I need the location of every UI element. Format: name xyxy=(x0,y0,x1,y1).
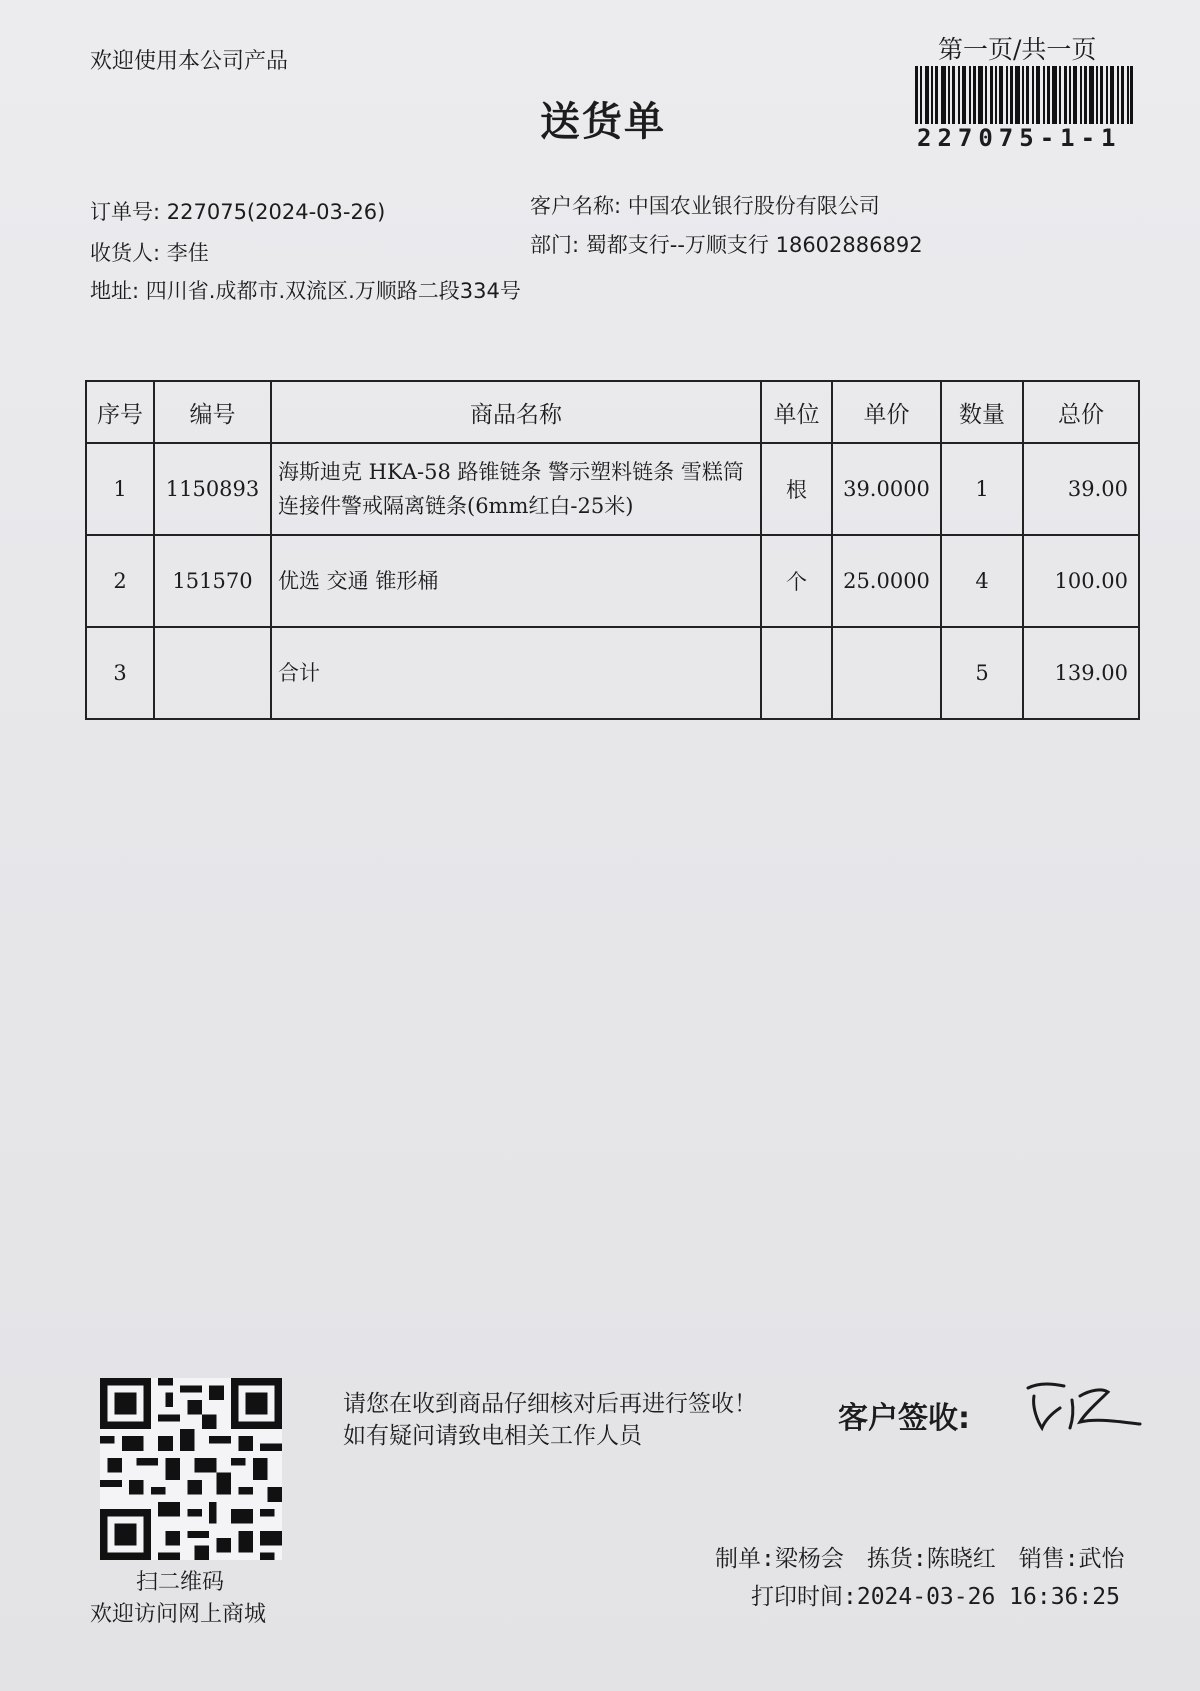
department-label: 部门: xyxy=(530,233,580,257)
cell-name: 优选 交通 锥形桶 xyxy=(271,535,761,627)
address-row xyxy=(90,275,521,305)
cell-seq: 3 xyxy=(86,627,154,719)
customer-value: 中国农业银行股份有限公司 xyxy=(627,194,880,218)
barcode-icon xyxy=(915,66,1133,124)
cell-code xyxy=(154,627,271,719)
cell-seq: 1 xyxy=(86,443,154,535)
cell-unit: 个 xyxy=(761,535,832,627)
print-time: 打印时间:2024-03-26 16:36:25 xyxy=(751,1584,1120,1610)
col-header-total: 总价 xyxy=(1023,381,1139,443)
staff-info: 制单:梁杨会 拣货:陈晓红 销售:武怡 xyxy=(715,1546,1125,1572)
department-value: 蜀都支行--万顺支行 18602886892 xyxy=(585,233,923,257)
cell-name: 海斯迪克 HKA-58 路锥链条 警示塑料链条 雪糕筒连接件警戒隔离链条(6mm红白-25米) xyxy=(271,443,761,535)
cell-price xyxy=(832,627,941,719)
department-row xyxy=(530,229,923,259)
customer-row xyxy=(530,190,880,220)
col-header-price: 单价 xyxy=(832,381,941,443)
cell-code: 151570 xyxy=(154,535,271,627)
customer-signature-label: 客户签收: xyxy=(838,1401,970,1436)
welcome-text: 欢迎使用本公司产品 xyxy=(90,49,289,74)
signature-icon xyxy=(1020,1378,1145,1438)
qr-code-icon[interactable] xyxy=(100,1378,282,1560)
col-header-code: 编号 xyxy=(154,381,271,443)
cell-total: 100.00 xyxy=(1023,535,1139,627)
cell-total: 39.00 xyxy=(1023,443,1139,535)
page-title: 送货单 xyxy=(540,99,666,145)
qr-label-mall: 欢迎访问网上商城 xyxy=(90,1602,267,1627)
cell-name: 合计 xyxy=(271,627,761,719)
table-row xyxy=(86,535,1139,627)
items-table xyxy=(85,380,1140,720)
customer-label: 客户名称: xyxy=(530,194,622,218)
barcode-number: 227075-1-1 xyxy=(917,124,1122,152)
receiver-row xyxy=(90,237,209,267)
col-header-unit: 单位 xyxy=(761,381,832,443)
page-info: 第一页/共一页 xyxy=(938,35,1097,64)
table-header-row xyxy=(86,381,1139,443)
order-number-row xyxy=(90,196,385,226)
notice-text: 请您在收到商品仔细核对后再进行签收！如有疑问请致电相关工作人员 xyxy=(343,1391,757,1449)
order-number-label: 订单号: xyxy=(90,200,161,224)
receiver-label: 收货人: xyxy=(90,241,161,265)
receiver-value: 李佳 xyxy=(166,241,209,265)
cell-price: 25.0000 xyxy=(832,535,941,627)
cell-code: 1150893 xyxy=(154,443,271,535)
cell-unit xyxy=(761,627,832,719)
cell-qty: 1 xyxy=(941,443,1023,535)
col-header-name: 商品名称 xyxy=(271,381,761,443)
cell-total: 139.00 xyxy=(1023,627,1139,719)
address-value: 四川省.成都市.双流区.万顺路二段334号 xyxy=(145,279,521,303)
qr-label-scan: 扫二维码 xyxy=(136,1570,225,1595)
table-row xyxy=(86,443,1139,535)
cell-unit: 根 xyxy=(761,443,832,535)
cell-price: 39.0000 xyxy=(832,443,941,535)
order-number-value: 227075(2024-03-26) xyxy=(166,200,386,224)
address-label: 地址: xyxy=(90,279,140,303)
cell-qty: 4 xyxy=(941,535,1023,627)
cell-qty: 5 xyxy=(941,627,1023,719)
col-header-qty: 数量 xyxy=(941,381,1023,443)
cell-seq: 2 xyxy=(86,535,154,627)
col-header-seq: 序号 xyxy=(86,381,154,443)
table-row-total xyxy=(86,627,1139,719)
